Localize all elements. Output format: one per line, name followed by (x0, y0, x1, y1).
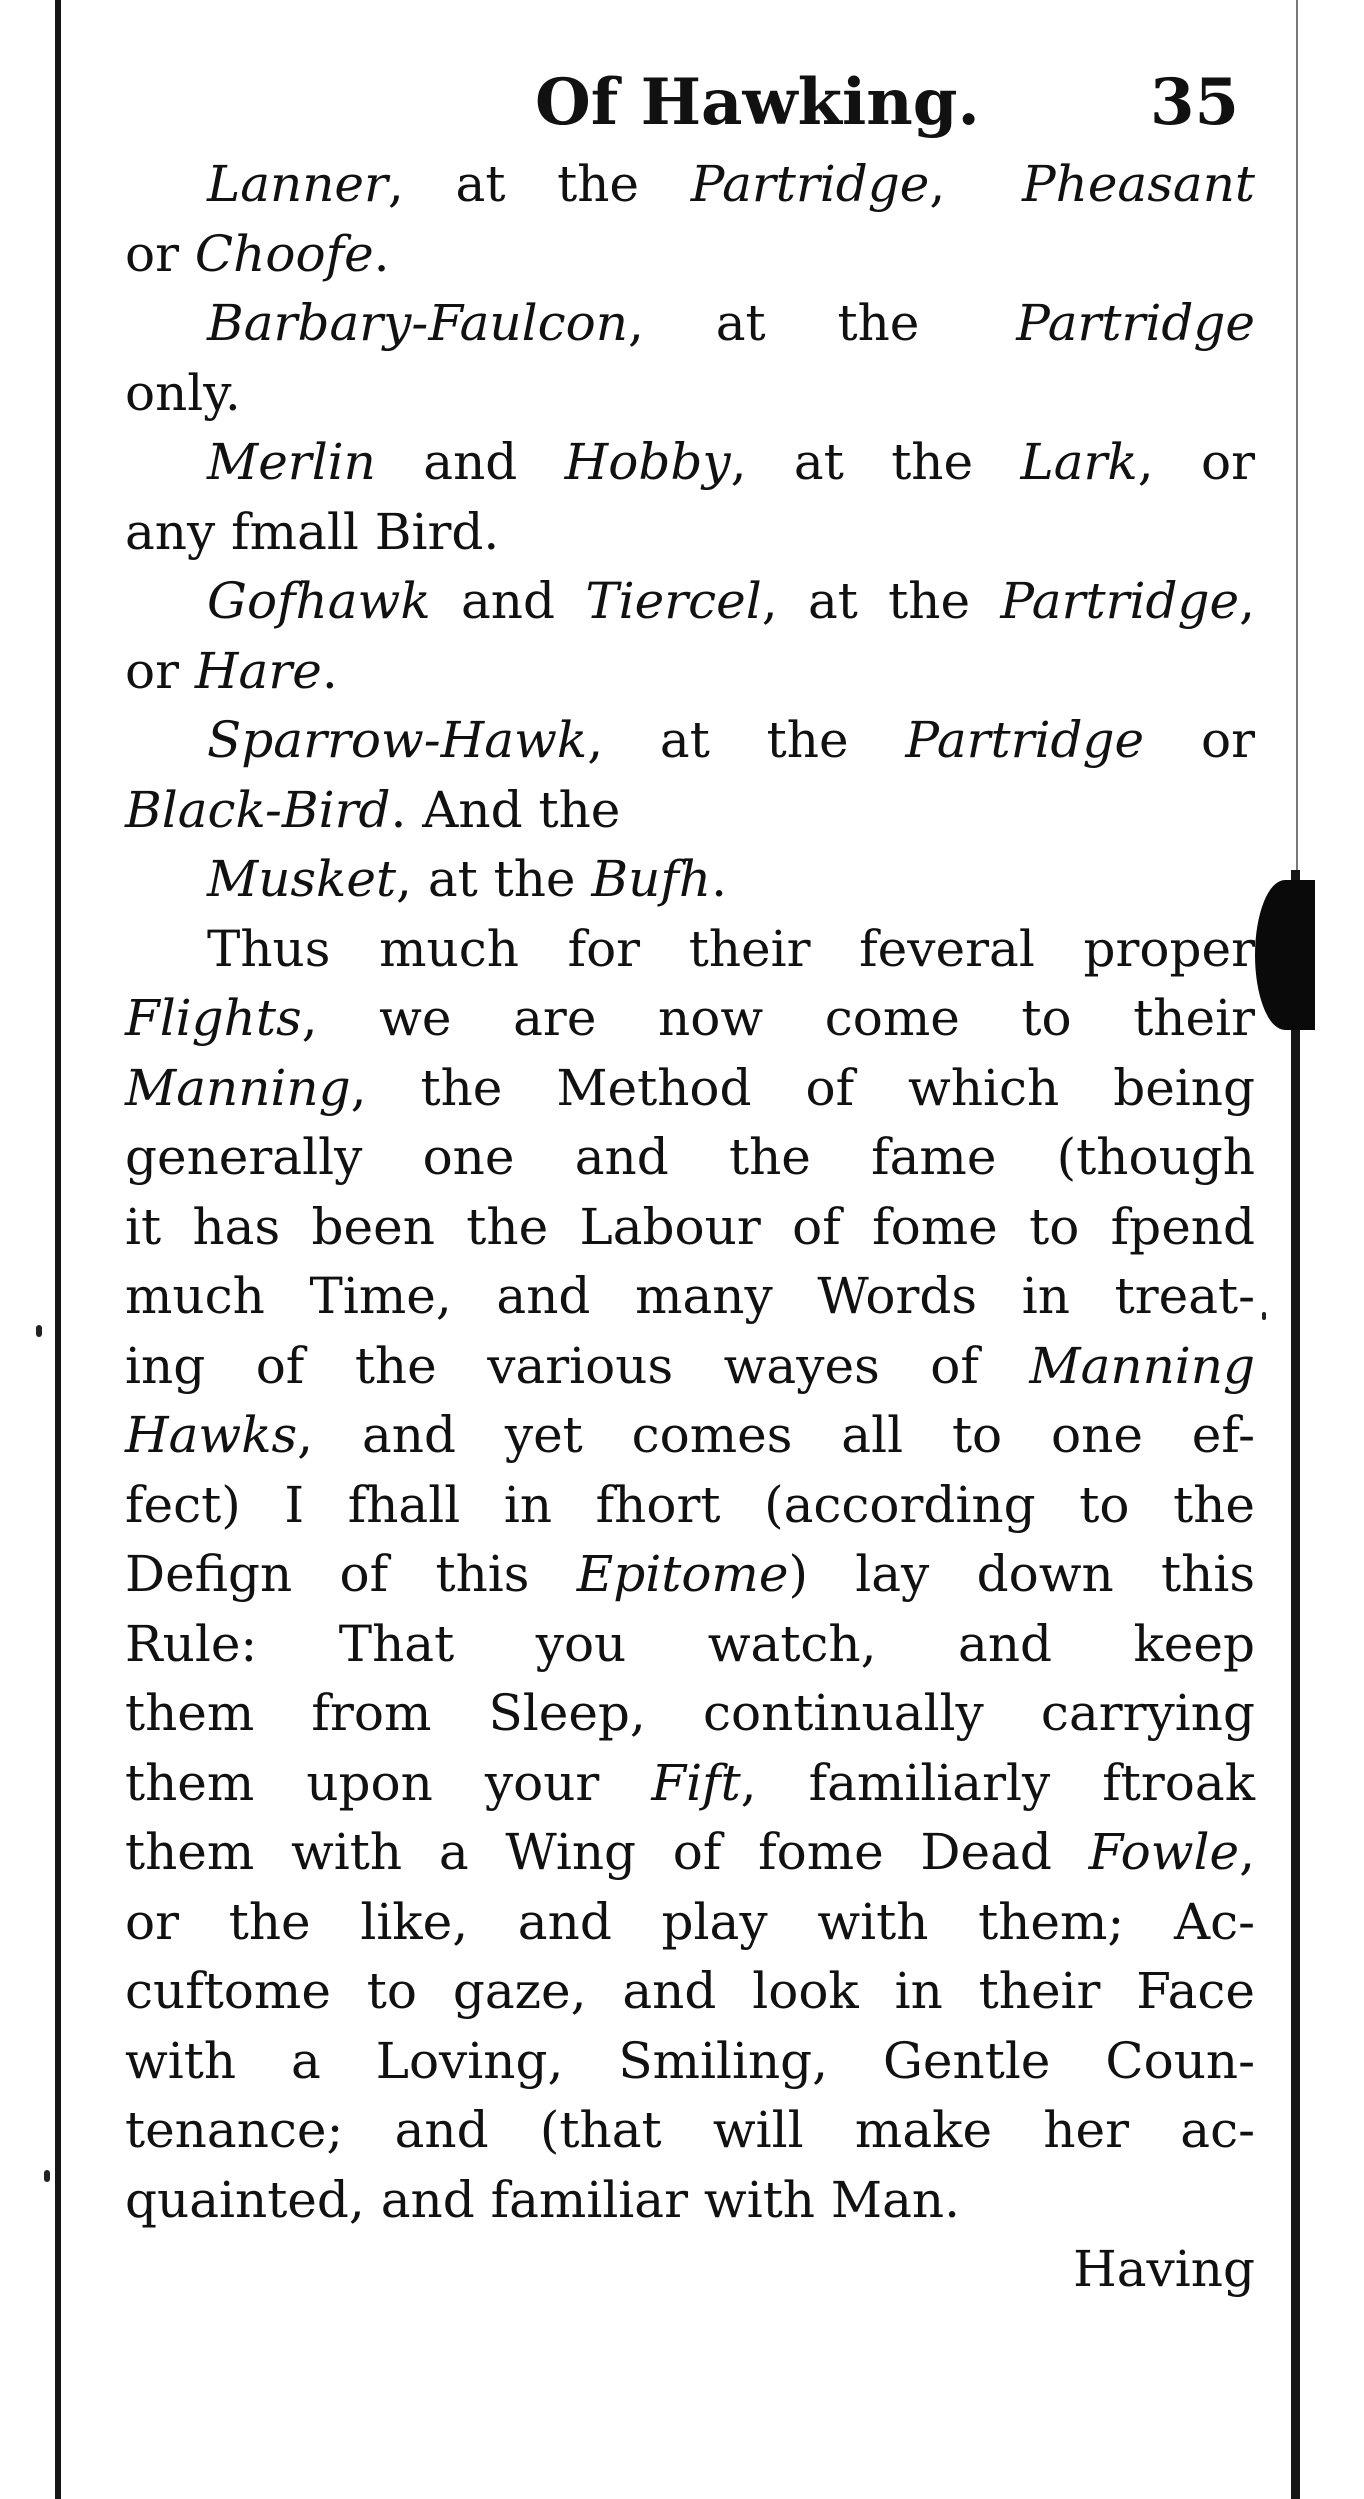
text-line: Merlin and Hobby, at the Lark, or (207, 433, 1255, 491)
text-line: much Time, and many Words in treat- (125, 1267, 1255, 1325)
body-text (125, 150, 1255, 2305)
ink-speck (44, 2170, 50, 2182)
text-line: Hawks, and yet comes all to one ef- (125, 1406, 1255, 1464)
ink-blot (1255, 880, 1315, 1030)
page-border-left (55, 0, 61, 2499)
text-line: them upon your Fift, familiarly ftroak (125, 1753, 1255, 1812)
text-line: them with a Wing of fome Dead Fowle, (125, 1823, 1255, 1881)
text-line: them from Sleep, continually carrying (125, 1684, 1255, 1742)
text-line: fect) I fhall in fhort (according to the (125, 1475, 1255, 1534)
text-line: or the like, and play with them; Ac- (125, 1892, 1255, 1951)
text-line: Thus much for their feveral proper (207, 919, 1255, 978)
page-number: 35 (1150, 65, 1240, 140)
text-line: any fmall Bird. (125, 502, 500, 561)
ink-speck (36, 1325, 42, 1337)
text-line: or Hare. (125, 641, 338, 700)
text-line: it has been the Labour of fome to fpend (125, 1197, 1255, 1256)
text-line: Defign of this Epitome) lay down this (125, 1545, 1255, 1603)
text-line: Barbary-Faulcon, at the Partridge (207, 294, 1255, 352)
text-line: Musket, at the Bufh. (207, 850, 727, 908)
text-line: cuftome to gaze, and look in their Face (125, 1962, 1255, 2020)
text-line: with a Loving, Smiling, Gentle Coun- (125, 2031, 1255, 2090)
text-line: or Choofe. (125, 224, 390, 283)
text-line: ing of the various wayes of Manning (125, 1336, 1255, 1395)
running-title: Of Hawking. (535, 65, 980, 140)
page-border-right (1291, 870, 1300, 2499)
text-line: tenance; and (that will make her ac- (125, 2101, 1255, 2159)
text-line: Rule: That you watch, and keep (125, 1614, 1255, 1673)
text-line: Lanner, at the Partridge, Pheasant (207, 155, 1255, 213)
text-line: Black-Bird. And the (125, 780, 621, 839)
text-line: Flights, we are now come to their (125, 989, 1255, 1047)
text-line: Manning, the Method of which being (125, 1058, 1255, 1117)
catchword: Having (1073, 2240, 1255, 2298)
text-line: only. (125, 363, 241, 422)
text-line: quainted, and familiar with Man. (125, 2170, 960, 2229)
page-header (0, 55, 1364, 150)
ink-speck (1262, 1312, 1266, 1320)
text-line: Sparrow-Hawk, at the Partridge or (207, 711, 1255, 769)
text-line: generally one and the fame (though (125, 1128, 1255, 1186)
text-line: Gofhawk and Tiercel, at the Partridge, (207, 572, 1255, 630)
